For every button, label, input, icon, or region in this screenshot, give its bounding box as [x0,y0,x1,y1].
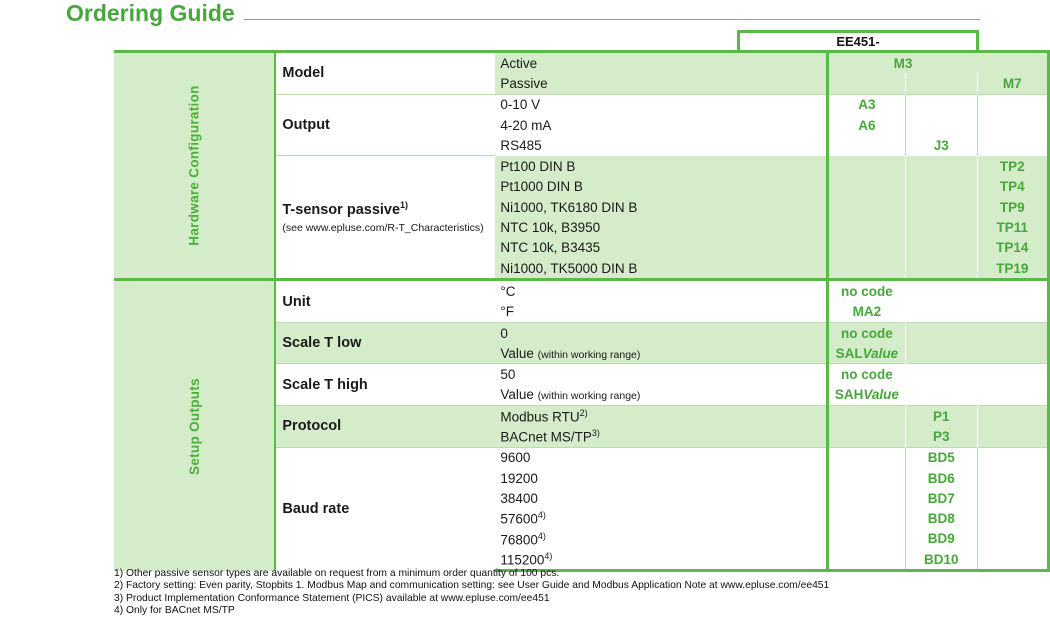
section-label-hardware: Hardware Configuration [114,52,275,280]
code-cell [827,197,905,217]
code-cell: TP2 [977,156,1048,177]
code-cell [977,94,1048,115]
code-cell [905,364,1048,385]
code-cell [827,177,905,197]
option-cell: 115200$^{4)}$ [495,549,827,571]
table-row [114,280,1049,302]
option-cell: 76800$^{4)}$ [500,530,546,548]
option-cell: RS485 [500,137,542,153]
code-cell [977,468,1048,488]
code-cell [827,135,905,156]
code-cell: A6 [827,115,905,135]
code-cell: BD8 [905,509,977,529]
code-cell: TP4 [977,177,1048,197]
code-cell: BD6 [905,468,977,488]
option-cell: 50 [495,364,827,385]
option-cell: 57600$^{4)}$ [500,510,546,527]
code-cell: SALValue [827,343,905,364]
product-code-header: EE451- [737,30,979,50]
code-cell: P3 [905,426,977,447]
code-cell [905,94,977,115]
code-cell [827,426,905,447]
code-cell: M7 [977,73,1048,94]
footnote: 2) Factory setting: Even parity, Stopbits 1. Modbus Map and communication setting: see User Guide and Modbus Application Note at www.epluse.com/ee451 [114,580,830,592]
code-cell [905,156,977,177]
code-cell [827,529,905,549]
code-cell [827,447,905,468]
option-cell: Active [495,52,827,74]
code-cell: no code [827,364,905,385]
feature-scale-high: Scale T high [275,364,495,406]
code-cell [977,406,1048,427]
code-cell [977,52,1048,74]
option-cell: Value (within working range) [495,343,827,364]
code-cell [905,73,977,94]
option-cell: Passive [495,73,827,94]
code-cell [905,385,1048,406]
option-cell: 38400 [500,490,538,506]
code-cell [905,217,977,237]
option-cell: 19200 [500,470,538,486]
code-cell [905,238,977,258]
code-cell [905,322,1048,343]
section-label-setup: Setup Outputs [114,280,275,571]
code-cell [827,156,905,177]
option-cell: Pt1000 DIN B [495,177,827,197]
code-cell [977,488,1048,508]
code-cell: TP14 [977,238,1048,258]
page-title: Ordering Guide [66,0,235,26]
feature-scale-low: Scale T low [275,322,495,364]
tsensor-note: (see www.epluse.com/R-T_Characteristics) [282,222,484,235]
code-cell [977,426,1048,447]
feature-model: Model [275,52,495,95]
code-cell: A3 [827,94,905,115]
option-cell: Ni1000, TK5000 DIN B [495,258,827,280]
title-rule [244,19,980,20]
code-cell [827,406,905,427]
code-cell [905,258,977,280]
footnote: 1) Other passive sensor types are available on request from a minimum order quantity of 100 pcs. [114,568,560,579]
option-cell: Modbus RTU$^{2)}$ [495,406,827,427]
code-cell: SAHValue [827,385,905,406]
code-cell [827,468,905,488]
code-cell: P1 [905,406,977,427]
code-cell [905,280,1048,302]
footnote: 3) Product Implementation Conformance Statement (PICS) available at www.epluse.com/ee451 [114,592,550,604]
code-cell [977,115,1048,135]
option-cell: NTC 10k, B3950 [495,217,827,237]
code-cell: MA2 [827,302,905,323]
option-cell: BACnet MS/TP$^{3)}$ [495,426,827,447]
feature-unit: Unit [275,280,495,323]
code-cell [905,115,977,135]
option-cell: Value (within working range) [500,387,641,403]
code-cell [977,509,1048,529]
option-cell: °C [495,280,827,302]
code-cell: M3 [827,52,977,74]
footnotes [114,568,829,618]
code-cell [977,549,1048,571]
option-cell: °F [500,304,515,320]
code-cell: BD5 [905,447,977,468]
code-cell [905,197,977,217]
ordering-table [114,50,1050,572]
code-cell [827,488,905,508]
code-cell: BD9 [905,529,977,549]
option-cell: 4-20 mA [500,117,552,133]
code-cell [977,135,1048,156]
code-cell [827,549,905,571]
option-cell: NTC 10k, B3435 [495,238,827,258]
code-cell [905,302,1048,323]
code-cell: TP9 [977,197,1048,217]
code-cell: TP11 [977,217,1048,237]
code-cell [827,238,905,258]
code-cell [827,73,905,94]
feature-protocol: Protocol [275,406,495,448]
code-cell: no code [827,280,905,302]
option-cell: 0 [495,322,827,343]
footnote: 4) Only for BACnet MS/TP [114,605,235,617]
code-cell [905,343,1048,364]
feature-output: Output [275,94,495,156]
table-row [114,52,1049,74]
code-cell: no code [827,322,905,343]
option-cell: Pt100 DIN B [495,156,827,177]
code-cell [827,509,905,529]
code-cell: TP19 [977,258,1048,280]
code-cell [977,529,1048,549]
code-cell [905,177,977,197]
code-cell: J3 [905,135,977,156]
code-cell: BD7 [905,488,977,508]
code-cell: BD10 [905,549,977,571]
feature-baud: Baud rate [275,447,495,571]
code-cell [977,447,1048,468]
option-cell: 9600 [495,447,827,468]
option-note: (within working range) [537,390,641,403]
code-cell [827,258,905,280]
option-note: (within working range) [537,348,641,361]
option-cell: Ni1000, TK6180 DIN B [495,197,827,217]
option-cell: 0-10 V [495,94,827,115]
code-cell [827,217,905,237]
feature-tsensor: T-sensor passive$^{1)}$ (see www.epluse.com/R-T_Characteristics) [275,156,495,280]
